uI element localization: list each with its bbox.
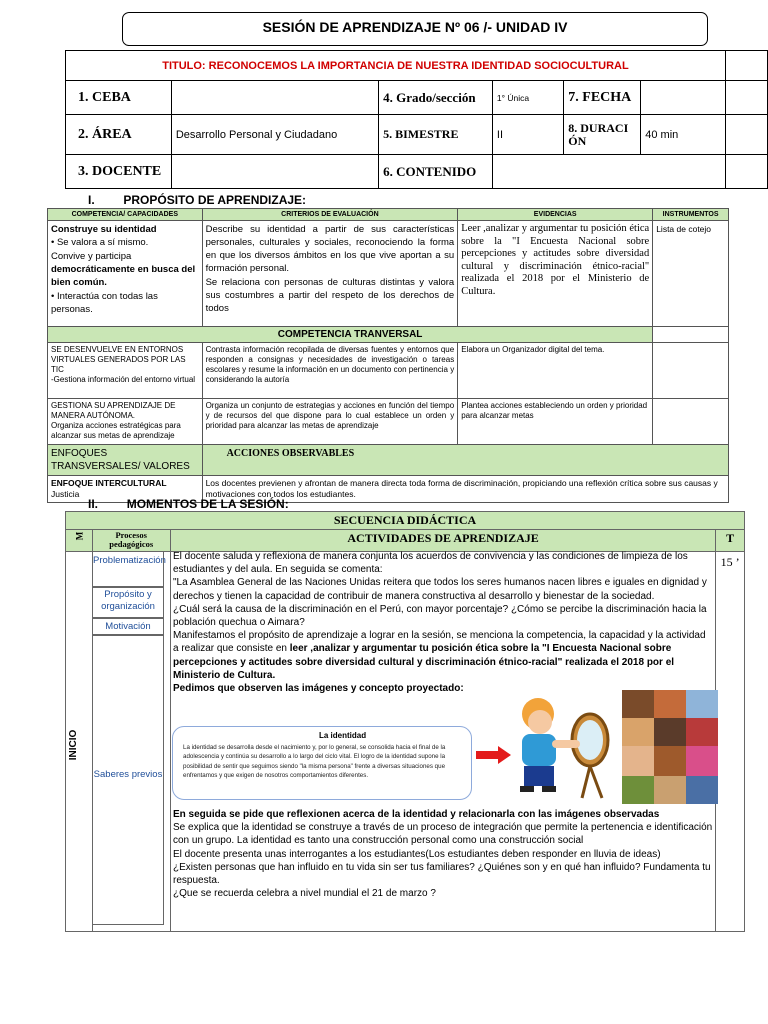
col-procesos: Procesos pedagógicos — [92, 530, 170, 552]
transversal-1-competencia: SE DESENVUELVE EN ENTORNOS VIRTUALES GENERADOS POR LAS TIC -Gestiona información del entorno virtual — [48, 343, 203, 399]
transversal-2-competencia: GESTIONA SU APRENDIZAJE DE MANERA AUTÓNOMA. Organiza acciones estratégicas para alcanzar sus metas de aprendizaje — [48, 399, 203, 445]
col-m-text: M — [73, 531, 84, 541]
act-p8: El docente presenta unas interrogantes a los estudiantes(Los estudiantes deben responder en lluvia de ideas) — [173, 848, 661, 860]
comp-bullet-1: • Se valora a sí mismo. — [51, 237, 149, 249]
transversal-1-evidencia: Elabora un Organizador digital del tema. — [458, 343, 653, 399]
comp-bullet-3: • Interactúa con todas las personas. — [51, 290, 158, 315]
grado-value: 1° Única — [492, 81, 563, 115]
area-label: 2. ÁREA — [66, 115, 172, 155]
header-competencia: COMPETENCIA/ CAPACIDADES — [48, 209, 203, 221]
identidad-box — [172, 726, 472, 800]
act-p9: ¿Existen personas que han influido en tu vida sin ser tus familiares? ¿Quiénes son y en qué han influido? Fundamenta tu respuesta. — [173, 861, 711, 886]
fecha-value — [641, 81, 726, 115]
competencia-cell — [48, 221, 203, 327]
titulo-prefix: TITULO: — [162, 59, 206, 72]
bimestre-label: 5. BIMESTRE — [379, 115, 493, 155]
act-p4b: leer ,analizar y argumentar tu posición ética sobre la "I Encuesta Nacional sobre percepciones y actitudes sobre diversidad cultural y discriminación étnico-racial" realizada el 2018 por el Ministerio de Cultura. — [173, 643, 675, 681]
arrow-right-icon — [476, 745, 512, 765]
actividades-text-lower — [170, 807, 716, 901]
duracion-label: 8. DURACIÓN — [564, 115, 641, 155]
section-2-heading — [88, 497, 289, 511]
section-2-title: MOMENTOS DE LA SESIÓN: — [126, 497, 289, 511]
act-p3: ¿Cuál será la causa de la discriminación en el Perú, con mayor porcentaje? ¿Cómo se percibe la discriminación hacia la población quechua o Aimara? — [173, 603, 707, 628]
grado-label: 4. Grado/sección — [379, 81, 493, 115]
section-2-num: II. — [88, 497, 99, 511]
session-title: SESIÓN DE APRENDIZAJE Nº 06 /- UNIDAD IV — [122, 12, 708, 46]
enfoque-accion: Los docentes previenen y afrontan de manera directa toda forma de discriminación, propiciando una reflexión crítica sobre sus causas y motivaciones con todos los estudiantes. — [202, 476, 728, 503]
transversal-2-evidencia: Plantea acciones estableciendo un orden y prioridad para alcanzar metas — [458, 399, 653, 445]
proposito-table — [47, 208, 729, 503]
ceba-value — [171, 81, 378, 115]
comp-line-2a: Convive y participa — [51, 250, 132, 262]
col-actividades: ACTIVIDADES DE APRENDIZAJE — [170, 530, 716, 552]
proceso-motivacion: Motivación — [92, 618, 164, 635]
col-m — [66, 530, 93, 552]
enfoques-label: ENFOQUES TRANSVERSALES/ VALORES — [48, 445, 203, 476]
area-value: Desarrollo Personal y Ciudadano — [171, 115, 378, 155]
act-p6: En seguida se pide que reflexionen acerca de la identidad y relacionarla con las imágenes observadas — [173, 809, 660, 820]
act-p10: ¿Que se recuerda celebra a nivel mundial el 21 de marzo ? — [173, 888, 436, 900]
duracion-value: 40 min — [641, 115, 726, 155]
act-p1: El docente saluda y reflexiona de manera conjunta los acuerdos de convivencia y las condiciones de limpieza de los estudiantes y del aula. En seguida se comenta: — [173, 551, 688, 576]
momento-inicio: INICIO — [68, 729, 79, 761]
contenido-value — [492, 155, 725, 189]
fecha-label: 7. FECHA — [564, 81, 641, 115]
tiempo-cell: 15 ’ — [716, 552, 745, 932]
act-p4a: Manifestamos el propósito de aprendizaje a lograr en la sesión, se menciona la competencia, la capacidad y la actividad a realizar que consiste en — [173, 630, 706, 655]
header-instrumentos: INSTRUMENTOS — [653, 209, 729, 221]
transversal-heading: COMPETENCIA TRANVERSAL — [48, 327, 653, 343]
col-t: T — [716, 530, 745, 552]
secuencia-title: SECUENCIA DIDÁCTICA — [66, 512, 745, 530]
titulo-value: RECONOCEMOS LA IMPORTANCIA DE NUESTRA IDENTIDAD SOCIOCULTURAL — [208, 59, 629, 72]
acciones-label: ACCIONES OBSERVABLES — [202, 445, 728, 476]
enfoque-name: ENFOQUE INTERCULTURAL — [51, 478, 167, 489]
comp-line-2b: democráticamente en busca del bien común. — [51, 263, 196, 289]
transversal-1-criterio: Contrasta información recopilada de diversas fuentes y entornos que responden a consignas y necesidades de investigación o tareas escolares y resume la información en un documento con pertinencia y considerando la autoría — [202, 343, 458, 399]
identidad-box-text: La identidad se desarrolla desde el nacimiento y, por lo general, se consolida hacia el final de la adolescencia y continúa su desarrollo a lo largo del ciclo vital. El logro de la identidad supone la posibilidad de sentir que seguimos siendo "la misma persona" frente a diversas situaciones que enfrentamos y que exigen de nosotros comportamientos diferentes. — [183, 744, 446, 779]
bimestre-value: II — [492, 115, 563, 155]
mirror-illustration — [512, 690, 618, 802]
enfoque-valor: Justicia — [51, 489, 80, 500]
info-table — [65, 50, 768, 189]
act-p2: "La Asamblea General de las Naciones Unidas reitera que todos los seres humanos nacen libres e iguales en dignidad y derechos y tienen la capacidad de contribuir de manera constructiva al desarrollo y bienestar de la sociedad. — [173, 577, 707, 602]
header-evidencias: EVIDENCIAS — [458, 209, 653, 221]
actividades-text — [170, 549, 716, 696]
act-p4 — [173, 629, 713, 682]
criterios-cell: Describe su identidad a partir de sus características personales, culturales y sociales, reconociendo la forma en que los diversos ámbitos en los que vive aportan a su formación personal. Se relaciona con personas de culturas distintas y valora sus costumbres a partir del respeto de los derechos de todos — [202, 221, 458, 327]
docente-label: 3. DOCENTE — [66, 155, 172, 189]
contenido-label: 6. CONTENIDO — [379, 155, 493, 189]
proceso-proposito: Propósito y organización — [92, 587, 164, 618]
proceso-saberes-previos: Saberes previos — [92, 635, 164, 925]
section-1-title: PROPÓSITO DE APRENDIZAJE: — [123, 193, 307, 207]
photo-collage — [622, 690, 718, 804]
evidencia-cell: Leer ,analizar y argumentar tu posición ética sobre la "I Encuesta Nacional sobre percepciones y actitudes sobre diversidad cultural y discriminación étnico-racial" realizada el 2018 por el Ministerio de Cultura. — [458, 221, 653, 327]
section-1-heading — [88, 193, 306, 207]
act-p7: Se explica que la identidad se construye a través de un proceso de integración que permite la pertenencia e identificación con un grupo. La identidad es tanto una construcción personal como una construcción social — [173, 822, 713, 847]
header-criterios: CRITERIOS DE EVALUACIÓN — [202, 209, 458, 221]
act-p5: Pedimos que observen las imágenes y concepto proyectado: — [173, 682, 464, 694]
instrumento-cell: Lista de cotejo — [653, 221, 729, 327]
docente-value — [171, 155, 378, 189]
comp-title: Construye su identidad — [51, 224, 157, 236]
titulo-cell — [66, 51, 726, 81]
section-1-num: I. — [88, 193, 95, 207]
ceba-label: 1. CEBA — [66, 81, 172, 115]
transversal-2-criterio: Organiza un conjunto de estrategias y acciones en función del tiempo y de recursos del que dispone para lo cual establece un orden y prioridad para alcanzar las metas de aprendizaje — [202, 399, 458, 445]
identidad-box-title: La identidad — [319, 731, 367, 740]
proceso-problematizacion: Problematización — [92, 551, 164, 587]
